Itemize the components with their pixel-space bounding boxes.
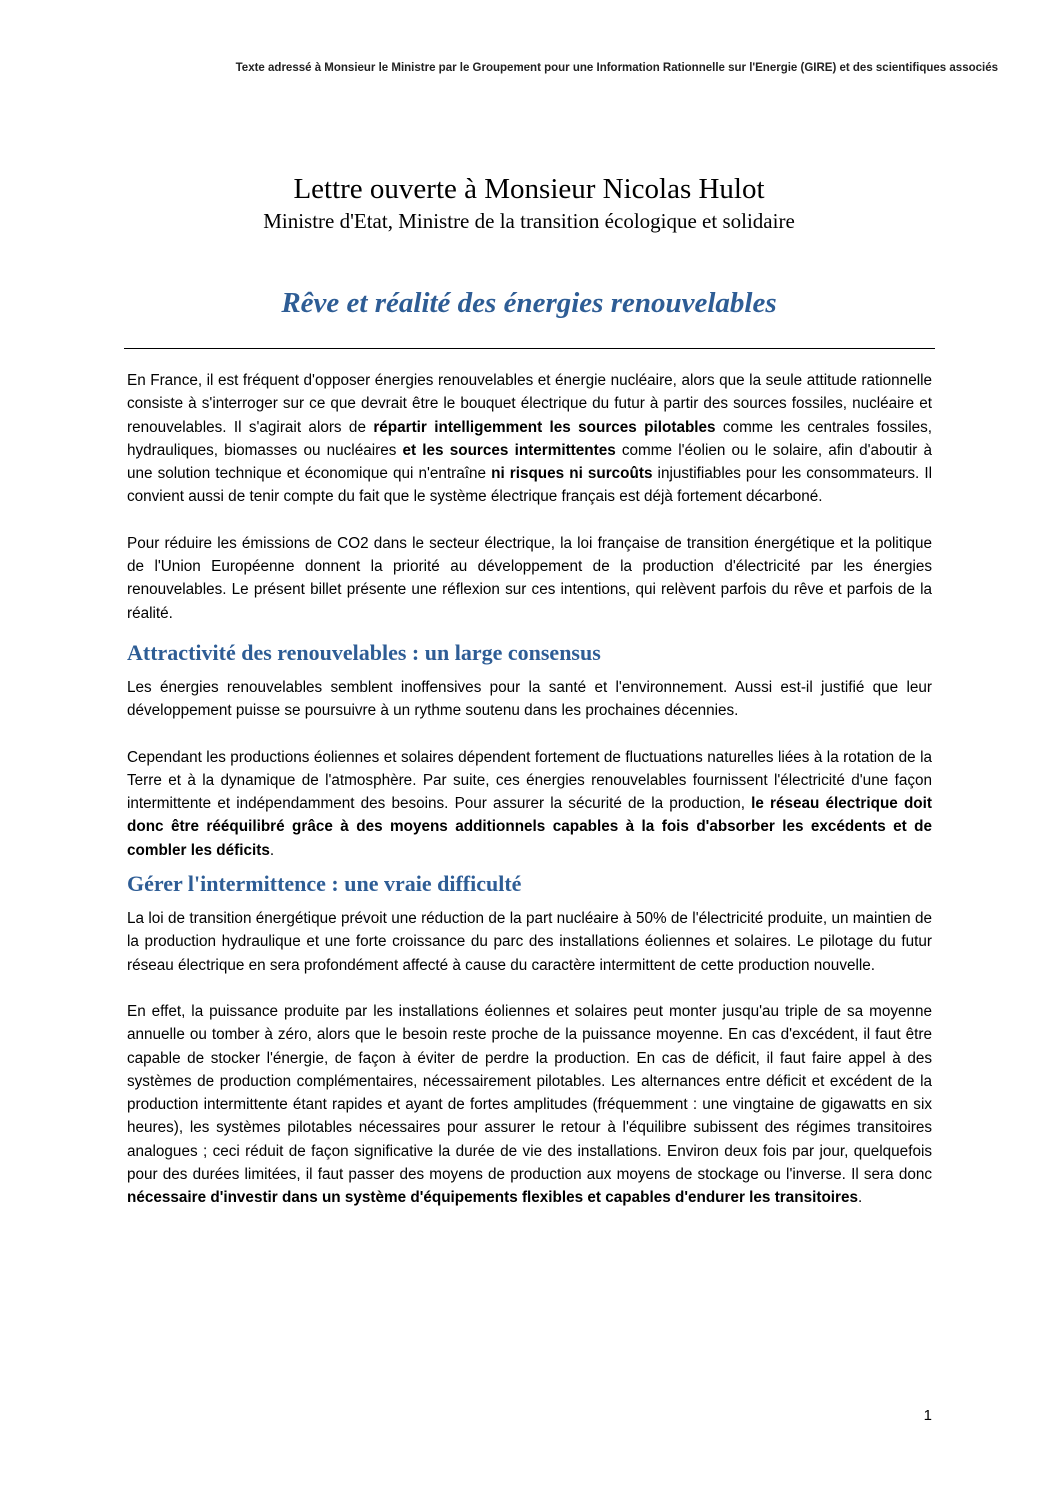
page-number: 1	[923, 1407, 932, 1424]
text-run: .	[858, 1189, 863, 1207]
text-run: Cependant les productions éoliennes et solaires dépendent fortement de fluctuations naturelles liées à la rotation de la Terre et à la dynamique de l'atmosphère. Par suite, ces énergies renouvelables fournissent l'électricité d'une façon intermittente et indépendamment des besoins. Pour assurer la sécurité de la production,	[127, 748, 932, 813]
text-run: injustifiables pour les consommateurs. Il convient aussi de tenir compte du fait que le système électrique français est déjà fortement décarboné.	[127, 465, 933, 506]
text-run: comme l'éolien ou le solaire, afin d'aboutir à une solution technique et économique qui n'entraîne	[127, 441, 932, 483]
section2-paragraph-2	[127, 1000, 932, 1210]
bold-text-run: répartir intelligemment les sources pilotables	[373, 418, 716, 436]
section-heading-intermittence: Gérer l'intermittence : une vraie difficulté	[127, 871, 522, 897]
text-run: comme les centrales fossiles, hydrauliques, biomasses ou nucléaires	[127, 418, 932, 459]
document-body	[127, 369, 932, 1233]
letter-subtitle: Ministre d'Etat, Ministre de la transition écologique et solidaire	[263, 209, 795, 233]
title-divider	[124, 348, 935, 349]
bold-text-run: ni risques ni surcoûts	[491, 465, 653, 483]
letter-title: Lettre ouverte à Monsieur Nicolas Hulot	[293, 173, 765, 205]
intro-paragraph-1	[127, 369, 932, 509]
text-run: En effet, la puissance produite par les installations éoliennes et solaires peut monter jusqu'au triple de sa moyenne annuelle ou tomber à zéro, alors que le besoin reste proche de la puissance moyenne. En cas d'excédent, il faut être capable de stocker l'énergie, de façon à éviter de perdre la production. En cas de déficit, il faut faire appel à des systèmes de production complémentaires, nécessairement pilotables. Les alternances entre déficit et excédent de la production intermittente étant rapides et ayant de fortes amplitudes (fréquemment : une vingtaine de gigawatts en six heures), les systèmes pilotables nécessaires pour assurer le retour à l'équilibre subissent des régimes transitoires analogues ; ceci réduit de façon significative la durée de vie des installations. Environ deux fois par jour, quelquefois pour des durées limitées, il faut passer des moyens de production aux moyens de stockage ou l'inverse. Il sera donc	[127, 1002, 932, 1184]
bold-text-run: et les sources intermittentes	[402, 441, 616, 459]
main-title: Rêve et réalité des énergies renouvelables	[281, 287, 777, 319]
header-note: Texte adressé à Monsieur le Ministre par le Groupement pour une Information Rationnelle sur l'Energie (GIRE) et des scientifiques associés	[235, 62, 998, 74]
letter-title-block	[120, 171, 938, 235]
bold-text-run: le réseau électrique doit donc être rééquilibré grâce à des moyens additionnels capables à la fois d'absorber les excédents et de combler les déficits	[127, 795, 932, 859]
intro-paragraph-2: Pour réduire les émissions de CO2 dans le secteur électrique, la loi française de transition énergétique et la politique de l'Union Européenne donnent la priorité au développement de la production d'électricité par les énergies renouvelables. Le présent billet présente une réflexion sur ces intentions, qui relèvent parfois du rêve et parfois de la réalité.	[127, 534, 932, 622]
section1-paragraph-1: Les énergies renouvelables semblent inoffensives pour la santé et l'environnement. Aussi est-il justifié que leur développement puisse se poursuivre à un rythme soutenu dans les prochaines décennies.	[127, 678, 932, 720]
text-run: En France, il est fréquent d'opposer énergies renouvelables et énergie nucléaire, alors que la seule attitude rationnelle consiste à s'interroger sur ce que devrait être le bouquet électrique du futur à partir des sources fossiles, nucléaire et renouvelables. Il s'agirait alors de	[127, 372, 932, 436]
text-run: .	[269, 841, 275, 859]
section1-paragraph-2	[127, 746, 932, 862]
section2-paragraph-1: La loi de transition énergétique prévoit une réduction de la part nucléaire à 50% de l'électricité produite, un maintien de la production hydraulique et une forte croissance du parc des installations éoliennes et solaires. Le pilotage du futur réseau électrique en sera profondément affecté à cause du caractère intermittent de cette production nouvelle.	[127, 910, 932, 974]
section-heading-attractivite: Attractivité des renouvelables : un large consensus	[127, 639, 601, 665]
bold-text-run: nécessaire d'investir dans un système d'équipements flexibles et capables d'endurer les transitoires	[127, 1189, 859, 1207]
